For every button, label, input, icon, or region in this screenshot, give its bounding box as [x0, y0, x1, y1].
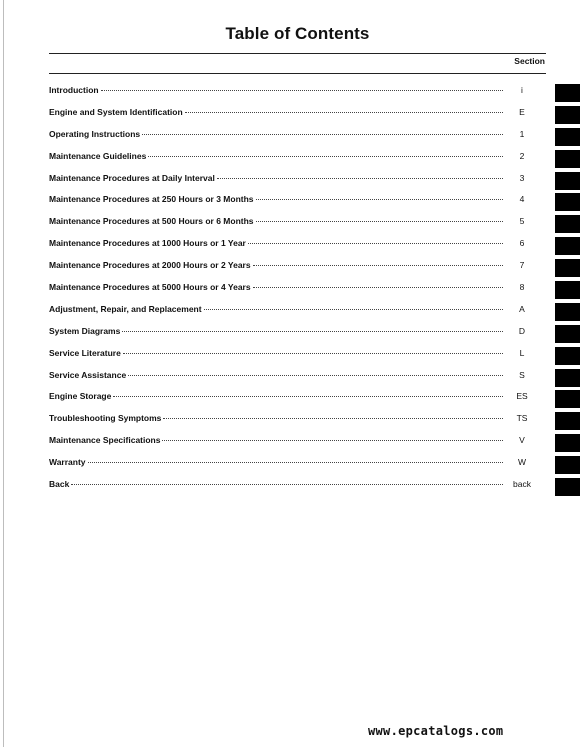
section-tab[interactable]: [555, 150, 580, 168]
toc-entry-label: Maintenance Procedures at 2000 Hours or 2 Years: [49, 260, 251, 271]
toc-entry[interactable]: [49, 85, 537, 107]
toc-entry-section: 1: [519, 128, 525, 139]
toc-entry-section: back: [513, 479, 531, 490]
toc-entry-label: Maintenance Procedures at 500 Hours or 6 Months: [49, 216, 254, 227]
toc-list: [49, 85, 537, 501]
dot-leader: [128, 375, 503, 376]
toc-entry-label: Operating Instructions: [49, 128, 141, 139]
toc-entry-label: Maintenance Procedures at 5000 Hours or 4 Years: [49, 282, 251, 293]
title-divider: [49, 53, 546, 54]
toc-entry[interactable]: [49, 435, 537, 457]
page-edge-rule: [3, 0, 4, 747]
toc-entry-section: 4: [519, 194, 525, 205]
toc-entry-section: V: [519, 435, 525, 446]
toc-entry-label: System Diagrams: [49, 325, 121, 336]
dot-leader: [163, 418, 503, 419]
section-tab-strip: [555, 84, 580, 500]
section-tab[interactable]: [555, 325, 580, 343]
toc-entry-section: ES: [516, 391, 528, 402]
section-tab[interactable]: [555, 259, 580, 277]
section-column-header: Section: [514, 56, 545, 66]
section-tab[interactable]: [555, 478, 580, 496]
toc-entry-label: Troubleshooting Symptoms: [49, 413, 162, 424]
section-tab[interactable]: [555, 456, 580, 474]
toc-entry-label: Maintenance Guidelines: [49, 150, 147, 161]
dot-leader: [88, 462, 503, 463]
dot-leader: [142, 134, 503, 135]
dot-leader: [253, 265, 503, 266]
dot-leader: [71, 484, 503, 485]
toc-entry[interactable]: [49, 348, 537, 370]
dot-leader: [253, 287, 503, 288]
dot-leader: [122, 331, 503, 332]
dot-leader: [256, 221, 503, 222]
toc-entry-section: 7: [519, 260, 525, 271]
dot-leader: [185, 112, 503, 113]
toc-entry-label: Service Literature: [49, 347, 121, 358]
toc-entry[interactable]: [49, 194, 537, 216]
page-title: Table of Contents: [225, 24, 370, 43]
section-tab[interactable]: [555, 347, 580, 365]
toc-entry[interactable]: [49, 107, 537, 129]
toc-entry[interactable]: [49, 173, 537, 195]
toc-entry-label: Introduction: [49, 85, 99, 95]
toc-entry[interactable]: [49, 260, 537, 282]
toc-entry[interactable]: [49, 129, 537, 151]
dot-leader: [123, 353, 503, 354]
toc-entry-label: Engine Storage: [49, 391, 112, 402]
toc-entry-section: 2: [519, 150, 525, 161]
section-tab[interactable]: [555, 281, 580, 299]
toc-entry[interactable]: [49, 304, 537, 326]
toc-entry[interactable]: [49, 282, 537, 304]
dot-leader: [256, 199, 503, 200]
footer-url: www.epcatalogs.com: [368, 724, 504, 738]
toc-entry-section: L: [519, 347, 525, 358]
toc-entry-label: Maintenance Procedures at Daily Interval: [49, 172, 215, 183]
section-tab[interactable]: [555, 237, 580, 255]
toc-entry-label: Maintenance Procedures at 250 Hours or 3 Months: [49, 194, 254, 205]
toc-entry-section: 8: [519, 282, 525, 293]
toc-entry-section: A: [519, 303, 525, 314]
toc-entry-label: Maintenance Specifications: [49, 435, 161, 446]
dot-leader: [204, 309, 503, 310]
toc-entry-section: 6: [519, 238, 525, 249]
toc-entry[interactable]: [49, 216, 537, 238]
toc-entry-section: 5: [519, 216, 525, 227]
toc-entry-label: Adjustment, Repair, and Replacement: [49, 303, 202, 314]
toc-entry[interactable]: [49, 151, 537, 173]
dot-leader: [248, 243, 503, 244]
toc-divider: [49, 73, 546, 74]
section-tab[interactable]: [555, 412, 580, 430]
section-tab[interactable]: [555, 369, 580, 387]
section-tab[interactable]: [555, 84, 580, 102]
toc-entry[interactable]: [49, 479, 537, 501]
section-tab[interactable]: [555, 215, 580, 233]
toc-entry[interactable]: [49, 238, 537, 260]
dot-leader: [162, 440, 503, 441]
toc-entry-label: Back: [49, 479, 70, 490]
toc-entry[interactable]: [49, 370, 537, 392]
dot-leader: [148, 156, 503, 157]
section-tab[interactable]: [555, 193, 580, 211]
toc-entry-section: S: [519, 369, 525, 380]
dot-leader: [101, 90, 503, 91]
toc-entry[interactable]: [49, 457, 537, 479]
toc-entry-section: D: [518, 325, 526, 336]
toc-entry-label: Maintenance Procedures at 1000 Hours or 1 Year: [49, 238, 246, 249]
dot-leader: [217, 178, 503, 179]
section-tab[interactable]: [555, 434, 580, 452]
section-tab[interactable]: [555, 172, 580, 190]
toc-entry-label: Warranty: [49, 457, 86, 468]
toc-entry[interactable]: [49, 391, 537, 413]
toc-entry-label: Service Assistance: [49, 369, 127, 380]
toc-entry-section: TS: [516, 413, 528, 424]
toc-entry-section: E: [519, 106, 525, 117]
toc-entry[interactable]: [49, 413, 537, 435]
toc-entry-section: i: [521, 85, 523, 95]
section-tab[interactable]: [555, 390, 580, 408]
section-tab[interactable]: [555, 303, 580, 321]
dot-leader: [113, 396, 503, 397]
toc-entry-label: Engine and System Identification: [49, 106, 183, 117]
toc-entry[interactable]: [49, 326, 537, 348]
section-tab[interactable]: [555, 128, 580, 146]
toc-entry-section: 3: [519, 172, 525, 183]
section-tab[interactable]: [555, 106, 580, 124]
toc-entry-section: W: [517, 457, 527, 468]
